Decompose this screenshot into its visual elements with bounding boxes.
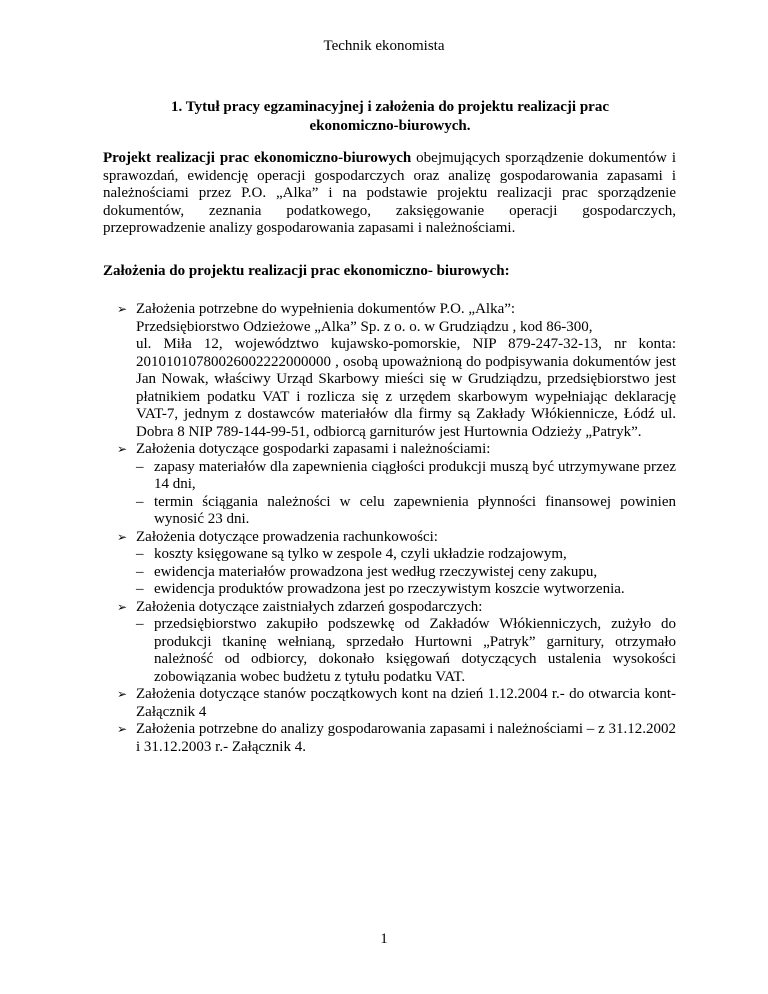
sub-list-item [136,546,676,564]
sub-list [136,459,676,529]
dash-bullet-icon: – [136,458,144,475]
list-item-line: Założenia potrzebne do analizy gospodarowania zapasami i należnościami – z 31.12.2002 i 31.12.2003 r.- Załącznik 4. [136,721,676,755]
arrow-bullet-icon: ➢ [117,722,128,736]
dash-bullet-icon: – [136,546,144,562]
arrow-bullet-icon: ➢ [117,442,128,456]
list-item [103,441,676,529]
sub-list-item [136,459,676,494]
list-item [103,721,676,756]
sub-list-item-text: ewidencja materiałów prowadzona jest według rzeczywistej ceny zakupu, [154,563,598,580]
intro-paragraph [103,150,676,238]
sub-list-item-text: ewidencja produktów prowadzona jest po rzeczywistym koszcie wytworzenia. [154,581,625,597]
sub-list [136,546,676,599]
sub-list-item [136,616,676,686]
assumptions-list [103,301,676,756]
dash-bullet-icon: – [136,616,144,632]
sub-list-item [136,581,676,599]
dash-bullet-icon: – [136,563,144,580]
arrow-bullet-icon: ➢ [117,599,128,614]
intro-text: obejmujących sporządzenie dokumentów i sprawozdań, ewidencję operacji gospodarczych oraz analizę gospodarowania zapasami i należnościami przez P.O. „Alka” i na podstawie projektu realizacji prac sporządzenie dokumentów, zeznania podatkowego, zaksięgowanie operacji gospodarczych, przeprowadzenie analizy gospodarowania zapasami i należnościami. [103,150,676,236]
list-item-line: Założenia dotyczące gospodarki zapasami i należnościami: [136,441,491,457]
page-header: Technik ekonomista [323,38,445,54]
list-item-line: Założenia dotyczące prowadzenia rachunkowości: [136,528,438,545]
arrow-bullet-icon: ➢ [117,529,128,544]
sub-list-item-text: zapasy materiałów dla zapewnienia ciągłości produkcji muszą być utrzymywane przez 14 dni, [154,458,676,492]
dash-bullet-icon: – [136,581,144,597]
sub-list [136,616,676,686]
list-item-line: ul. Miła 12, województwo kujawsko-pomorskie, NIP 879-247-32-13, nr konta: 20101010780026002222000000 , osobą upoważnioną do podpisywania dokumentów jest Jan Nowak, właściwy Urząd Skarbowy mieści się w Grudziądzu, przedsiębiorstwo jest płatnikiem podatku VAT i rozlicza się z urzędem skarbowym wypełniając deklarację VAT-7, jednym z dostawców materiałów dla firmy są Zakłady Włókiennicze, Łódź ul. Dobra 8 NIP 789-144-99-51, odbiorcą garniturów jest Hurtownia Odzieży „Patryk”. [136,336,676,440]
list-item-line: Założenia dotyczące zaistniałych zdarzeń gospodarczych: [136,598,483,615]
list-item [103,686,676,721]
section-title: 1. Tytuł pracy egzaminacyjnej i założenia do projektu realizacji prac ekonomiczno-biurowych. [171,99,609,134]
sub-list-item [136,564,676,582]
list-item [103,529,676,599]
sub-list-item-text: termin ściągania należności w celu zapewnienia płynności finansowej powinien wynosić 23 dni. [154,493,676,527]
intro-lead: Projekt realizacji prac ekonomiczno-biurowych [103,150,412,166]
dash-bullet-icon: – [136,493,144,510]
page-number: 1 [380,931,388,947]
list-item [103,301,676,441]
list-item [103,599,676,687]
list-item-line: Założenia potrzebne do wypełnienia dokumentów P.O. „Alka”: [136,301,516,317]
assumptions-heading: Założenia do projektu realizacji prac ekonomiczno- biurowych: [103,263,510,279]
sub-list-item [136,494,676,529]
sub-list-item-text: koszty księgowane są tylko w zespole 4, czyli układzie rodzajowym, [154,546,567,562]
list-item-line: Założenia dotyczące stanów początkowych kont na dzień 1.12.2004 r.- do otwarcia kont- Załącznik 4 [136,686,676,720]
sub-list-item-text: przedsiębiorstwo zakupiło podszewkę od Zakładów Włókienniczych, zużyło do produkcji tkaninę wełnianą, sprzedało Hurtowni „Patryk” garnitury, otrzymało należność od odbiorcy, dokonało księgowań dotyczących ustalenia wysokości zobowiązania wobec budżetu z tytułu podatku VAT. [154,616,676,685]
list-item-line: Przedsiębiorstwo Odzieżowe „Alka” Sp. z o. o. w Grudziądzu , kod 86-300, [136,318,593,335]
arrow-bullet-icon: ➢ [117,687,128,701]
arrow-bullet-icon: ➢ [117,302,128,316]
